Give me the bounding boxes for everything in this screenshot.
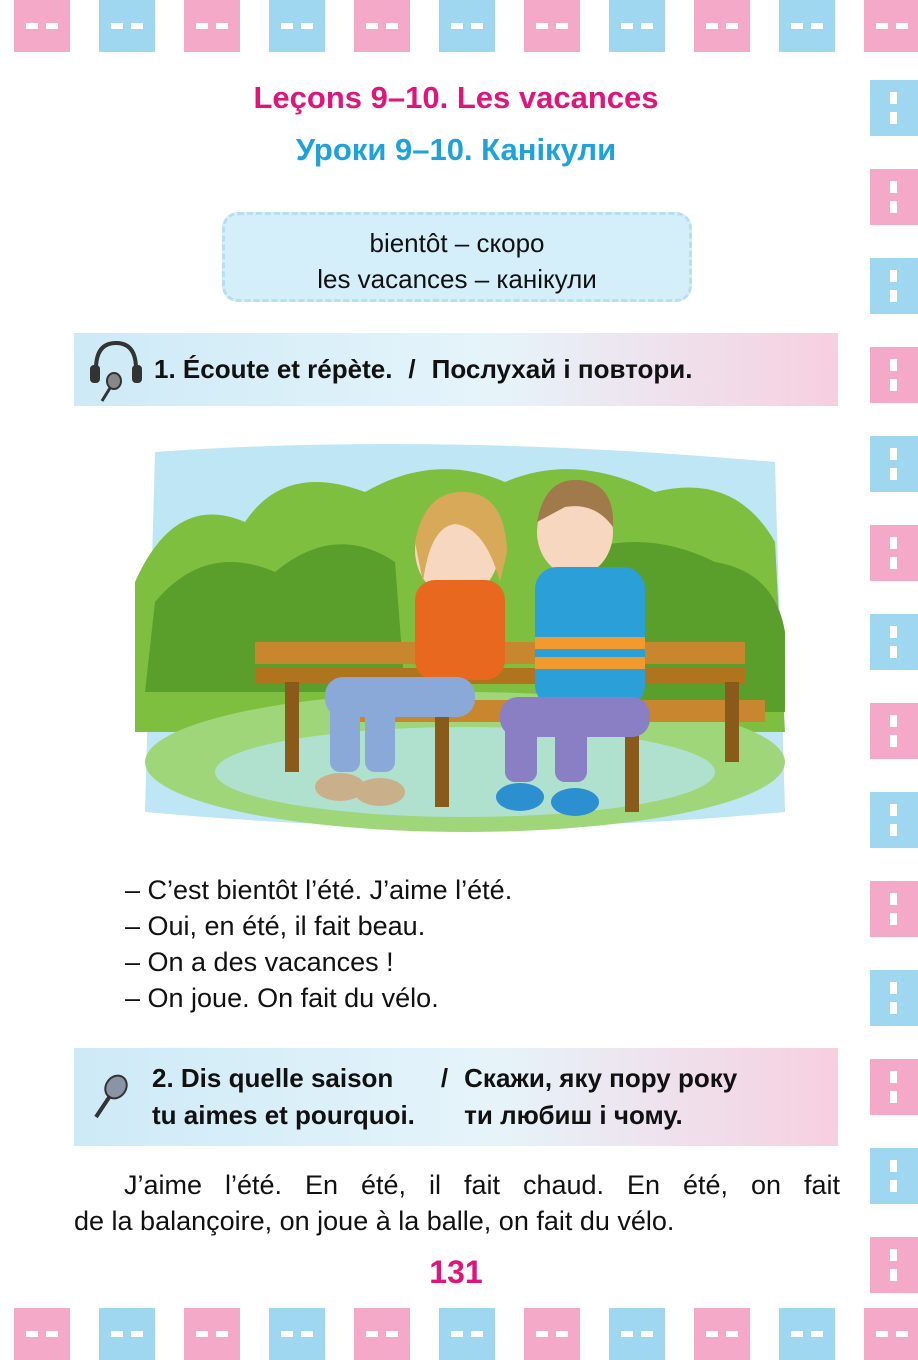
lesson-title-ukrainian: Уроки 9–10. Канікули bbox=[295, 132, 617, 167]
border-tile bbox=[870, 258, 918, 314]
dialogue-line: – On joue. On fait du vélo. bbox=[125, 983, 439, 1013]
border-tile bbox=[14, 1308, 70, 1360]
task-2-french-line-1: 2. Dis quelle saison bbox=[152, 1063, 394, 1093]
task-2-french-line-2: tu aimes et pourquoi. bbox=[152, 1100, 415, 1130]
border-tile bbox=[779, 0, 835, 52]
border-tile bbox=[870, 169, 918, 225]
border-tile bbox=[439, 1308, 495, 1360]
border-tile bbox=[870, 1148, 918, 1204]
task-2-ukrainian-line-1: Скажи, яку пору року bbox=[464, 1063, 738, 1093]
border-tile bbox=[864, 0, 918, 52]
task-1-ukrainian: Послухай і повтори. bbox=[431, 354, 693, 384]
task-1-header bbox=[74, 333, 838, 406]
border-tile bbox=[870, 347, 918, 403]
border-tile bbox=[269, 0, 325, 52]
dialogue-line: – Oui, en été, il fait beau. bbox=[125, 911, 426, 941]
border-tile bbox=[184, 0, 240, 52]
decorative-border-bottom bbox=[0, 1308, 918, 1360]
decorative-border-top bbox=[0, 0, 918, 52]
microphone-icon bbox=[86, 1067, 136, 1127]
task-2-separator: / bbox=[440, 1063, 449, 1093]
paragraph-line-1: J’aime l’été. En été, il fait chaud. En été, on fait bbox=[124, 1170, 840, 1200]
border-tile bbox=[870, 436, 918, 492]
border-tile bbox=[870, 881, 918, 937]
answer-paragraph bbox=[74, 1167, 840, 1239]
border-tile bbox=[609, 1308, 665, 1360]
border-tile bbox=[439, 0, 495, 52]
border-tile bbox=[870, 703, 918, 759]
border-tile bbox=[870, 614, 918, 670]
vocabulary-item: les vacances – канікули bbox=[317, 264, 597, 294]
border-tile bbox=[99, 0, 155, 52]
task-1-french: 1. Écoute et répète. bbox=[154, 354, 393, 384]
border-tile bbox=[694, 1308, 750, 1360]
paragraph-line-2: de la balançoire, on joue à la balle, on fait du vélo. bbox=[74, 1206, 675, 1236]
lesson-title-french: Leçons 9–10. Les vacances bbox=[253, 80, 659, 115]
task-2-header bbox=[74, 1048, 838, 1146]
illustration-children-on-bench bbox=[135, 432, 791, 842]
border-tile bbox=[354, 0, 410, 52]
vocabulary-item: bientôt – скоро bbox=[369, 228, 545, 258]
border-tile bbox=[870, 970, 918, 1026]
border-tile bbox=[269, 1308, 325, 1360]
border-tile bbox=[864, 1308, 918, 1360]
vocabulary-box bbox=[222, 212, 692, 302]
dialogue-line: – On a des vacances ! bbox=[125, 947, 394, 977]
border-tile bbox=[524, 1308, 580, 1360]
dialogue-line: – C’est bientôt l’été. J’aime l’été. bbox=[125, 875, 513, 905]
border-tile bbox=[694, 0, 750, 52]
dialogue bbox=[125, 872, 512, 1016]
task-1-separator: / bbox=[408, 354, 416, 384]
border-tile bbox=[870, 792, 918, 848]
border-tile bbox=[870, 525, 918, 581]
border-tile bbox=[354, 1308, 410, 1360]
border-tile bbox=[779, 1308, 835, 1360]
headphones-microphone-icon bbox=[84, 335, 144, 405]
border-tile bbox=[184, 1308, 240, 1360]
border-tile bbox=[609, 0, 665, 52]
decorative-border-right bbox=[866, 52, 918, 1308]
border-tile bbox=[14, 0, 70, 52]
page-number: 131 bbox=[429, 1254, 483, 1290]
border-tile bbox=[524, 0, 580, 52]
task-2-ukrainian-line-2: ти любиш і чому. bbox=[464, 1100, 683, 1130]
border-tile bbox=[870, 1059, 918, 1115]
border-tile bbox=[99, 1308, 155, 1360]
